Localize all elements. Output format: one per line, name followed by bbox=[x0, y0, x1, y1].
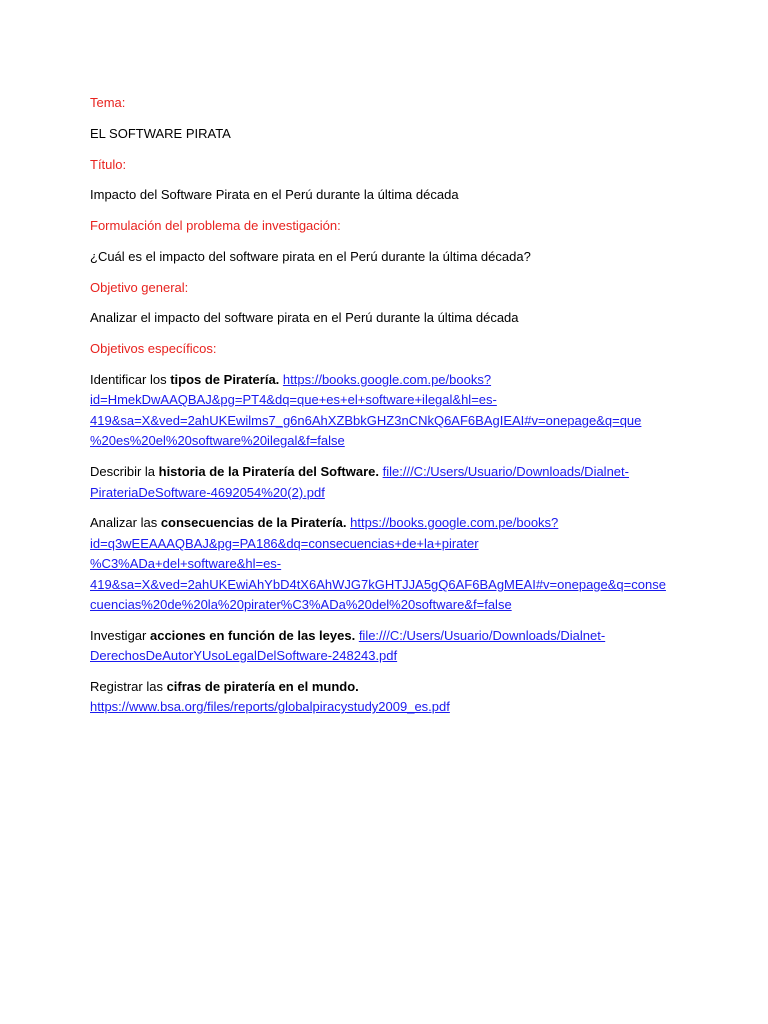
objetivo-general-label: Objetivo general: bbox=[90, 280, 189, 295]
tema-label: Tema: bbox=[90, 95, 126, 110]
objective-item-5 bbox=[90, 677, 359, 697]
objective-verb: Investigar bbox=[90, 628, 150, 643]
objective-verb: Analizar las bbox=[90, 515, 161, 530]
objective-item-1 bbox=[90, 370, 491, 390]
objective-item-4 bbox=[90, 626, 605, 646]
reference-link[interactable]: file:///C:/Users/Usuario/Downloads/Dialnet- bbox=[382, 464, 629, 479]
reference-link-continuation[interactable]: 419&sa=X&ved=2ahUKEwilms7_g6n6AhXZBbkGHZ3nCNkQ6AF6BAgIEAI#v=onepage&q=que bbox=[90, 413, 642, 428]
reference-link[interactable]: https://www.bsa.org/files/reports/globalpiracystudy2009_es.pdf bbox=[90, 699, 450, 714]
objective-topic: cifras de piratería en el mundo. bbox=[166, 679, 359, 694]
formulacion-label: Formulación del problema de investigación: bbox=[90, 218, 341, 233]
reference-link[interactable]: https://books.google.com.pe/books? bbox=[350, 515, 559, 530]
reference-link-continuation[interactable]: id=q3wEEAAAQBAJ&pg=PA186&dq=consecuencias+de+la+pirater bbox=[90, 536, 479, 551]
reference-link-continuation[interactable]: cuencias%20de%20la%20pirater%C3%ADa%20del%20software&f=false bbox=[90, 597, 512, 612]
reference-link-continuation[interactable]: id=HmekDwAAQBAJ&pg=PT4&dq=que+es+el+software+ilegal&hl=es- bbox=[90, 392, 497, 407]
objective-topic: consecuencias de la Piratería. bbox=[160, 515, 347, 530]
objetivos-especificos-label: Objetivos específicos: bbox=[90, 341, 217, 356]
objective-item-2 bbox=[90, 462, 629, 482]
objective-topic: acciones en función de las leyes. bbox=[149, 628, 356, 643]
reference-link-continuation[interactable]: %C3%ADa+del+software&hl=es- bbox=[90, 556, 282, 571]
objective-topic: historia de la Piratería del Software. bbox=[158, 464, 379, 479]
titulo-label: Título: bbox=[90, 157, 127, 172]
reference-link[interactable]: https://books.google.com.pe/books? bbox=[282, 372, 492, 387]
formulacion-value: ¿Cuál es el impacto del software pirata en el Perú durante la última década? bbox=[90, 249, 531, 264]
reference-link-continuation[interactable]: DerechosDeAutorYUsoLegalDelSoftware-248243.pdf bbox=[90, 648, 398, 663]
reference-link-continuation[interactable]: 419&sa=X&ved=2ahUKEwiAhYbD4tX6AhWJG7kGHTJJA5gQ6AF6BAgMEAI#v=onepage&q=conse bbox=[90, 577, 666, 592]
reference-link-continuation[interactable]: PirateriaDeSoftware-4692054%20(2).pdf bbox=[90, 485, 325, 500]
reference-link[interactable]: file:///C:/Users/Usuario/Downloads/Dialnet- bbox=[358, 628, 606, 643]
objective-verb: Describir la bbox=[90, 464, 159, 479]
reference-link-continuation[interactable]: %20es%20el%20software%20ilegal&f=false bbox=[90, 433, 345, 448]
objective-verb: Registrar las bbox=[90, 679, 167, 694]
objective-item-3 bbox=[90, 513, 558, 533]
objective-verb: Identificar los bbox=[90, 372, 171, 387]
objective-topic: tipos de Piratería. bbox=[170, 372, 280, 387]
objetivo-general-value: Analizar el impacto del software pirata en el Perú durante la última década bbox=[90, 310, 519, 325]
tema-value: EL SOFTWARE PIRATA bbox=[90, 126, 231, 141]
titulo-value: Impacto del Software Pirata en el Perú durante la última década bbox=[90, 187, 459, 202]
